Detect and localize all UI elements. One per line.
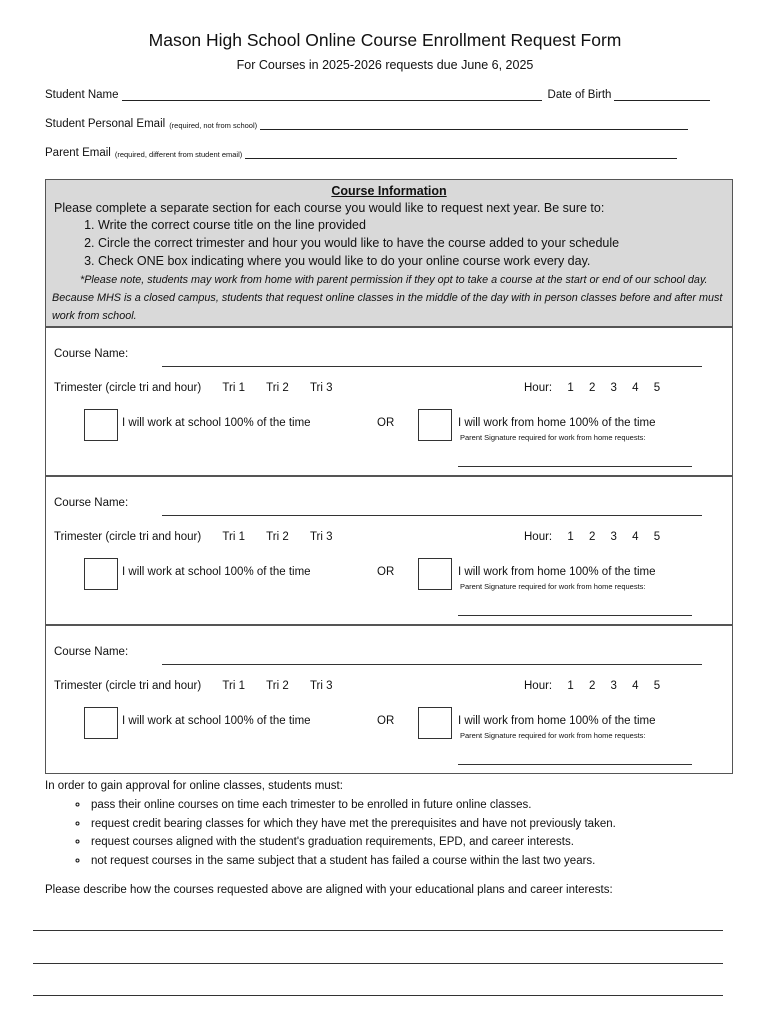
requirement-item: ◦ not request courses in the same subject that a student has failed a course within the last two years. [89, 852, 616, 871]
work-at-school-checkbox[interactable] [84, 409, 118, 441]
instruction-step: 2. Circle the correct trimester and hour you would like to have the course added to your schedule [98, 235, 732, 252]
course-name-input-line[interactable] [162, 366, 702, 367]
requirements-list [45, 796, 616, 870]
hour-label: Hour: [524, 531, 553, 543]
work-from-home-label: I will work from home 100% of the time [458, 715, 656, 727]
requirement-item: ◦ request courses aligned with the student's graduation requirements, EPD, and career interests. [89, 833, 616, 852]
hour-option-1[interactable]: 1 [567, 382, 574, 394]
requirement-item: ◦ request credit bearing classes for which they have met the prerequisites and have not previously taken. [89, 815, 616, 834]
course-name-label: Course Name: [54, 646, 129, 658]
hour-option-4[interactable]: 4 [632, 382, 639, 394]
parent-email-note: (required, different from student email) [114, 150, 243, 159]
parent-email-row [45, 146, 677, 159]
hour-option-2[interactable]: 2 [588, 680, 596, 692]
work-at-school-checkbox[interactable] [84, 707, 118, 739]
trimester-option-1[interactable]: Tri 1 [222, 680, 245, 692]
requirements-section [45, 780, 616, 870]
parent-signature-line[interactable] [458, 466, 692, 467]
or-label: OR [377, 715, 395, 727]
hour-option-4[interactable]: 4 [632, 680, 639, 692]
form-title: Mason High School Online Course Enrollment Request Form [148, 30, 622, 50]
date-of-birth-label: Date of Birth [547, 89, 612, 101]
hour-label: Hour: [524, 382, 553, 394]
hour-option-3[interactable]: 3 [610, 680, 617, 692]
hour-option-2[interactable]: 2 [588, 531, 596, 543]
course-section-3 [45, 625, 733, 774]
work-at-school-label: I will work at school 100% of the time [122, 417, 311, 429]
hour-option-1[interactable]: 1 [567, 680, 574, 692]
description-answer-line-3[interactable] [33, 995, 723, 996]
trimester-option-2[interactable]: Tri 2 [266, 531, 289, 543]
hour-option-1[interactable]: 1 [567, 531, 574, 543]
or-label: OR [377, 566, 395, 578]
hour-option-2[interactable]: 2 [588, 382, 596, 394]
work-from-home-label: I will work from home 100% of the time [458, 417, 656, 429]
trimester-option-2[interactable]: Tri 2 [266, 382, 289, 394]
trimester-label: Trimester (circle tri and hour) [54, 382, 202, 394]
trimester-row [54, 531, 333, 543]
hour-option-3[interactable]: 3 [610, 531, 617, 543]
parent-signature-note: Parent Signature required for work from home requests: [460, 731, 646, 740]
hour-row [524, 680, 660, 692]
course-section-2 [45, 476, 733, 625]
instruction-steps [46, 217, 732, 270]
trimester-label: Trimester (circle tri and hour) [54, 680, 202, 692]
instruction-step: 3. Check ONE box indicating where you would like to do your online course work every day. [98, 253, 732, 270]
requirements-intro: In order to gain approval for online classes, students must: [45, 780, 343, 792]
course-name-label: Course Name: [54, 348, 129, 360]
hour-option-3[interactable]: 3 [610, 382, 617, 394]
work-at-school-label: I will work at school 100% of the time [122, 566, 311, 578]
form-subtitle: For Courses in 2025-2026 requests due June 6, 2025 [236, 58, 534, 72]
parent-email-input-line[interactable] [245, 146, 677, 159]
hour-option-5[interactable]: 5 [653, 680, 661, 692]
work-from-home-checkbox[interactable] [418, 707, 452, 739]
hour-label: Hour: [524, 680, 553, 692]
work-at-school-checkbox[interactable] [84, 558, 118, 590]
parent-signature-note: Parent Signature required for work from home requests: [460, 433, 646, 442]
student-email-input-line[interactable] [260, 117, 688, 130]
description-answer-line-2[interactable] [33, 963, 723, 964]
trimester-row [54, 382, 333, 394]
course-information-heading: Course Information [331, 184, 447, 198]
or-label: OR [377, 417, 395, 429]
course-section-1 [45, 327, 733, 476]
student-email-label: Student Personal Email [45, 118, 166, 130]
trimester-option-3[interactable]: Tri 3 [309, 382, 333, 394]
course-name-input-line[interactable] [162, 664, 702, 665]
hour-option-5[interactable]: 5 [653, 531, 661, 543]
hour-row [524, 382, 660, 394]
hour-option-5[interactable]: 5 [653, 382, 661, 394]
description-prompt: Please describe how the courses requested above are aligned with your educational plans and career interests: [45, 884, 613, 896]
student-name-label: Student Name [45, 89, 119, 101]
work-from-home-checkbox[interactable] [418, 409, 452, 441]
requirement-item: ◦ pass their online courses on time each trimester to be enrolled in future online classes. [89, 796, 616, 815]
trimester-label: Trimester (circle tri and hour) [54, 531, 202, 543]
instruction-step: 1. Write the correct course title on the line provided [98, 217, 732, 234]
hour-option-4[interactable]: 4 [632, 531, 639, 543]
hour-row [524, 531, 660, 543]
work-from-home-checkbox[interactable] [418, 558, 452, 590]
parent-signature-line[interactable] [458, 764, 692, 765]
work-from-home-label: I will work from home 100% of the time [458, 566, 656, 578]
course-information-box [45, 179, 733, 327]
description-answer-line-1[interactable] [33, 930, 723, 931]
student-email-note: (required, not from school) [169, 121, 258, 130]
student-email-row [45, 117, 688, 130]
trimester-option-2[interactable]: Tri 2 [266, 680, 289, 692]
trimester-option-3[interactable]: Tri 3 [309, 531, 333, 543]
student-name-input-line[interactable] [122, 88, 542, 101]
course-information-intro: Please complete a separate section for each course you would like to request next year. Be sure to: [54, 201, 605, 215]
trimester-option-1[interactable]: Tri 1 [222, 382, 245, 394]
date-of-birth-input-line[interactable] [614, 88, 710, 101]
course-name-label: Course Name: [54, 497, 129, 509]
work-at-school-label: I will work at school 100% of the time [122, 715, 311, 727]
trimester-option-3[interactable]: Tri 3 [309, 680, 333, 692]
student-name-row [45, 88, 710, 101]
trimester-row [54, 680, 333, 692]
parent-signature-note: Parent Signature required for work from home requests: [460, 582, 646, 591]
trimester-option-1[interactable]: Tri 1 [222, 531, 245, 543]
parent-email-label: Parent Email [45, 147, 111, 159]
course-name-input-line[interactable] [162, 515, 702, 516]
course-information-note: *Please note, students may work from home with parent permission if they opt to take a course at the start or end of our school day. Because MHS is a closed campus, students that request online classes in the middle of the day with in person classes before and after must work from school. [52, 274, 723, 322]
parent-signature-line[interactable] [458, 615, 692, 616]
